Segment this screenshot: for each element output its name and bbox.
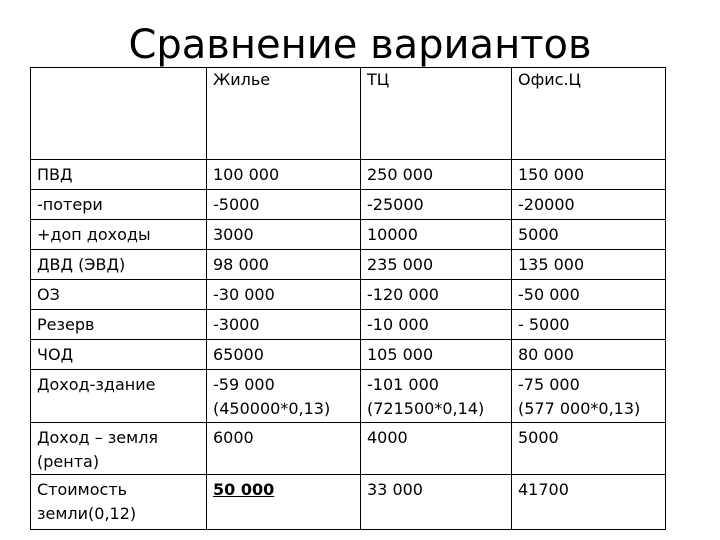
value-cell: 100 000 — [207, 160, 361, 190]
row-label: +доп доходы — [31, 220, 207, 250]
value-cell: 6000 — [207, 423, 361, 475]
table-row — [31, 160, 666, 190]
value-cell: 150 000 — [512, 160, 666, 190]
slide-title: Сравнение вариантов — [128, 22, 592, 68]
row-label: ПВД — [31, 160, 207, 190]
value-cell: -20000 — [512, 190, 666, 220]
value-cell: 41700 — [512, 475, 666, 530]
value-cell: 5000 — [512, 220, 666, 250]
value-cell: -5000 — [207, 190, 361, 220]
row-label: Доход-здание — [31, 370, 207, 423]
value-cell: -75 000 (577 000*0,13) — [512, 370, 666, 423]
table-row — [31, 423, 666, 475]
table-row — [31, 310, 666, 340]
value-cell: 80 000 — [512, 340, 666, 370]
header-cell-housing: Жилье — [207, 68, 361, 160]
row-label: ДВД (ЭВД) — [31, 250, 207, 280]
row-label: Резерв — [31, 310, 207, 340]
table-row — [31, 370, 666, 423]
value-cell: -10 000 — [361, 310, 512, 340]
value-cell: -50 000 — [512, 280, 666, 310]
value-cell: -120 000 — [361, 280, 512, 310]
value-cell: 105 000 — [361, 340, 512, 370]
header-cell-empty — [31, 68, 207, 160]
row-label: ОЗ — [31, 280, 207, 310]
value-cell: 3000 — [207, 220, 361, 250]
value-cell: -101 000 (721500*0,14) — [361, 370, 512, 423]
table-row — [31, 190, 666, 220]
value-cell: 235 000 — [361, 250, 512, 280]
value-cell: 4000 — [361, 423, 512, 475]
table-row — [31, 220, 666, 250]
value-cell: 135 000 — [512, 250, 666, 280]
header-row — [31, 68, 666, 160]
table-row — [31, 250, 666, 280]
value-cell: 33 000 — [361, 475, 512, 530]
value-cell: 250 000 — [361, 160, 512, 190]
table-row — [31, 280, 666, 310]
value-cell: -30 000 — [207, 280, 361, 310]
table-row — [31, 475, 666, 530]
comparison-table — [30, 67, 666, 530]
row-label: ЧОД — [31, 340, 207, 370]
value-cell: 10000 — [361, 220, 512, 250]
header-cell-mall: ТЦ — [361, 68, 512, 160]
value-cell: 65000 — [207, 340, 361, 370]
row-label: Стоимость земли(0,12) — [31, 475, 207, 530]
value-cell: 98 000 — [207, 250, 361, 280]
value-cell: - 5000 — [512, 310, 666, 340]
row-label: Доход – земля (рента) — [31, 423, 207, 475]
value-cell: -3000 — [207, 310, 361, 340]
table-row — [31, 340, 666, 370]
row-label: -потери — [31, 190, 207, 220]
header-cell-office: Офис.Ц — [512, 68, 666, 160]
value-cell: -59 000 (450000*0,13) — [207, 370, 361, 423]
value-cell: 5000 — [512, 423, 666, 475]
value-cell: -25000 — [361, 190, 512, 220]
value-cell-highlighted: 50 000 — [207, 475, 361, 530]
